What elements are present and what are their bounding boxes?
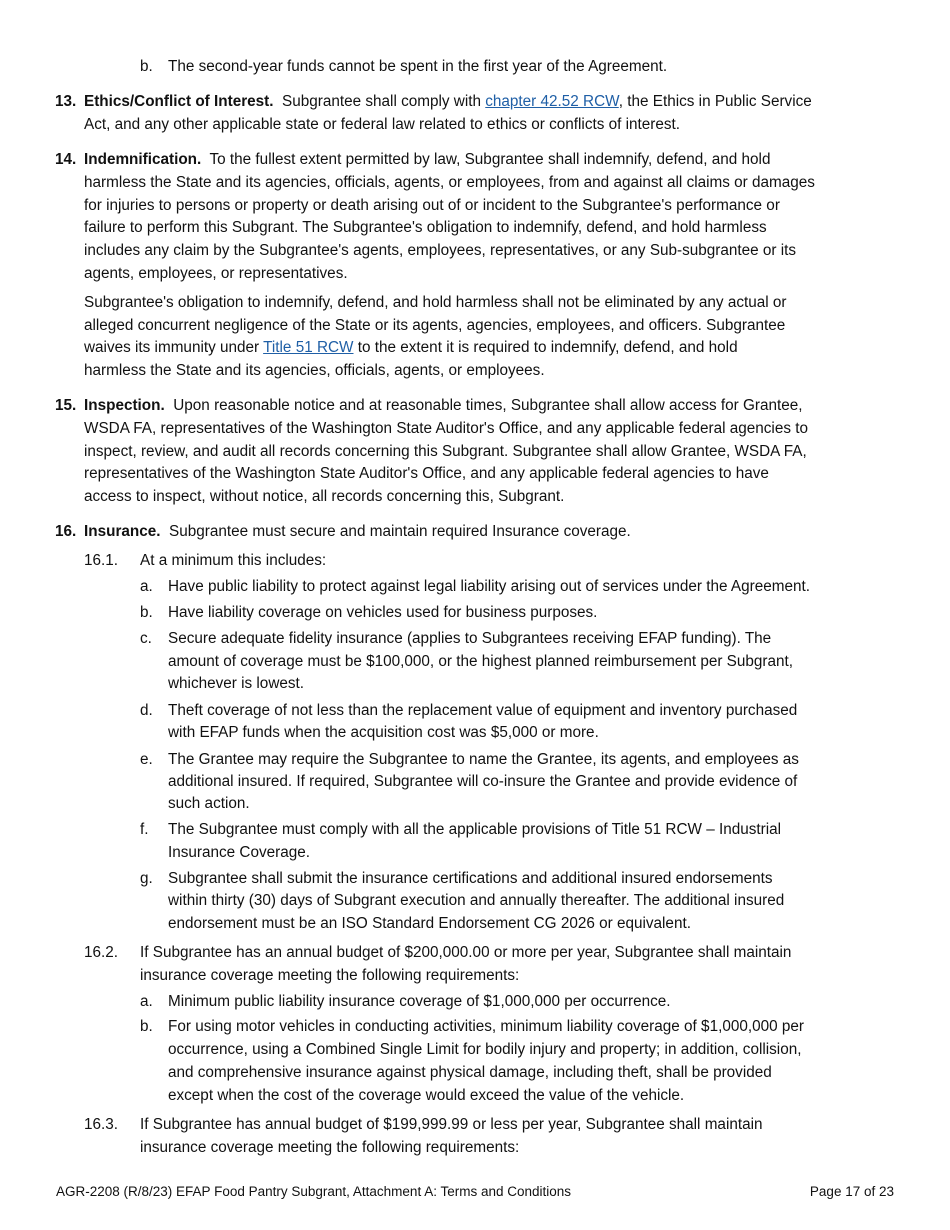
list-item-text: within thirty (30) days of Subgrant execution and annually thereafter. The additional insured — [168, 892, 785, 909]
section-16-line — [84, 521, 631, 544]
body-text: to the extent it is required to indemnify, defend, and hold — [357, 339, 738, 356]
section-number: 14. — [55, 151, 77, 168]
list-item-text: occurrence, using a Combined Single Limit for bodily injury and property; in addition, collision, — [168, 1041, 802, 1058]
body-text: At a minimum this includes: — [140, 552, 327, 569]
chapter-42-52-rcw-link[interactable]: chapter 42.52 RCW — [485, 93, 619, 110]
list-item-text: and comprehensive insurance against physical damage, including theft, shall be provided — [168, 1064, 772, 1081]
list-item-text: except when the cost of the coverage would exceed the value of the vehicle. — [168, 1087, 685, 1104]
section-number: 13. — [55, 93, 77, 110]
list-item-text: Secure adequate fidelity insurance (applies to Subgrantees receiving EFAP funding). The — [168, 630, 772, 647]
section-heading: Insurance. — [84, 523, 161, 540]
body-text: Subgrantee must secure and maintain required Insurance coverage. — [169, 523, 631, 540]
list-item-text: additional insured. If required, Subgrantee will co-insure the Grantee and provide evidence of — [168, 773, 798, 790]
list-marker: a. — [140, 578, 153, 595]
list-item-text: whichever is lowest. — [168, 675, 305, 692]
list-item-text: The second-year funds cannot be spent in the first year of the Agreement. — [168, 58, 668, 75]
body-text: Subgrantee shall comply with — [282, 93, 481, 110]
body-text: harmless the State and its agencies, officials, agents, or employees, from and against all claims or damages — [84, 174, 815, 191]
title-51-rcw-link[interactable]: Title 51 RCW — [263, 339, 354, 356]
footer-document-id: AGR-2208 (R/8/23) EFAP Food Pantry Subgrant, Attachment A: Terms and Conditions — [56, 1184, 572, 1199]
body-text: insurance coverage meeting the following requirements: — [140, 967, 520, 984]
section-13-line — [84, 91, 812, 114]
section-heading: Ethics/Conflict of Interest. — [84, 93, 274, 110]
body-text: access to inspect, without notice, all records concerning this, Subgrant. — [84, 488, 565, 505]
body-text: WSDA FA, representatives of the Washington State Auditor's Office, and any applicable federal agencies to — [84, 420, 808, 437]
body-text: If Subgrantee has annual budget of $199,999.99 or less per year, Subgrantee shall maintain — [140, 1116, 763, 1133]
list-marker: e. — [140, 751, 153, 768]
section-14-line — [84, 149, 770, 172]
body-text: If Subgrantee has an annual budget of $200,000.00 or more per year, Subgrantee shall maintain — [140, 944, 792, 961]
body-text: inspect, review, and audit all records concerning this Subgrant. Subgrantee shall allow Grantee, WSDA FA, — [84, 443, 807, 460]
section-heading: Inspection. — [84, 397, 165, 414]
body-text: Subgrantee's obligation to indemnify, defend, and hold harmless shall not be eliminated by any actual or — [84, 294, 787, 311]
list-marker: c. — [140, 630, 152, 647]
subsection-number: 16.1. — [84, 552, 119, 569]
list-item-text: The Subgrantee must comply with all the applicable provisions of Title 51 RCW – Industrial — [168, 821, 782, 838]
body-text: representatives of the Washington State Auditor's Office, and any applicable federal agencies to have — [84, 465, 769, 482]
list-item-text: Have liability coverage on vehicles used for business purposes. — [168, 604, 598, 621]
list-item-text: endorsement must be an ISO Standard Endorsement CG 2026 or equivalent. — [168, 915, 691, 932]
subsection-number: 16.3. — [84, 1116, 119, 1133]
section-heading: Indemnification. — [84, 151, 202, 168]
body-text: includes any claim by the Subgrantee's agents, employees, representatives, or any Sub-subgrantee or its — [84, 242, 797, 259]
subsection-number: 16.2. — [84, 944, 119, 961]
list-marker: g. — [140, 870, 153, 887]
body-text: To the fullest extent permitted by law, Subgrantee shall indemnify, defend, and hold — [209, 151, 771, 168]
body-text: harmless the State and its agencies, officials, agents, or employees. — [84, 362, 545, 379]
list-item-text: The Grantee may require the Subgrantee to name the Grantee, its agents, and employees as — [168, 751, 799, 768]
list-marker: b. — [140, 1018, 153, 1035]
list-marker: f. — [140, 821, 149, 838]
section-number: 16. — [55, 523, 77, 540]
list-marker: d. — [140, 702, 153, 719]
list-item-text: such action. — [168, 795, 250, 812]
body-text: failure to perform this Subgrant. The Subgrantee's obligation to indemnify, defend, and hold harmless — [84, 219, 767, 236]
body-text: Act, and any other applicable state or federal law related to ethics or conflicts of interest. — [84, 116, 681, 133]
list-marker: b. — [140, 58, 153, 75]
body-text: for injuries to persons or property or death arising out of or incident to the Subgrantee's performance or — [84, 197, 780, 214]
body-text: alleged concurrent negligence of the State or its agents, agencies, employees, and officers. Subgrantee — [84, 317, 786, 334]
footer-page-number: Page 17 of 23 — [809, 1184, 894, 1199]
body-text: agents, employees, or representatives. — [84, 265, 348, 282]
list-item-text: with EFAP funds when the acquisition cost was $5,000 or more. — [168, 724, 599, 741]
section-number: 15. — [55, 397, 77, 414]
list-item-text: Insurance Coverage. — [168, 844, 311, 861]
body-text: waives its immunity under — [84, 339, 260, 356]
list-item-text: amount of coverage must be $100,000, or the highest planned reimbursement per Subgrant, — [168, 653, 794, 670]
list-item-text: Subgrantee shall submit the insurance certifications and additional insured endorsements — [168, 870, 773, 887]
body-text: Upon reasonable notice and at reasonable times, Subgrantee shall allow access for Grantee, — [173, 397, 803, 414]
list-item-text: Minimum public liability insurance coverage of $1,000,000 per occurrence. — [168, 993, 671, 1010]
body-text: insurance coverage meeting the following requirements: — [140, 1139, 520, 1156]
list-marker: a. — [140, 993, 153, 1010]
list-marker: b. — [140, 604, 153, 621]
list-item-text: Theft coverage of not less than the replacement value of equipment and inventory purchased — [168, 702, 798, 719]
body-text: , the Ethics in Public Service — [618, 93, 812, 110]
list-item-text: Have public liability to protect against legal liability arising out of services under the Agreement. — [168, 578, 810, 595]
list-item-text: For using motor vehicles in conducting activities, minimum liability coverage of $1,000,000 per — [168, 1018, 804, 1035]
section-15-line — [84, 395, 803, 418]
section-14-link-line — [84, 337, 738, 360]
